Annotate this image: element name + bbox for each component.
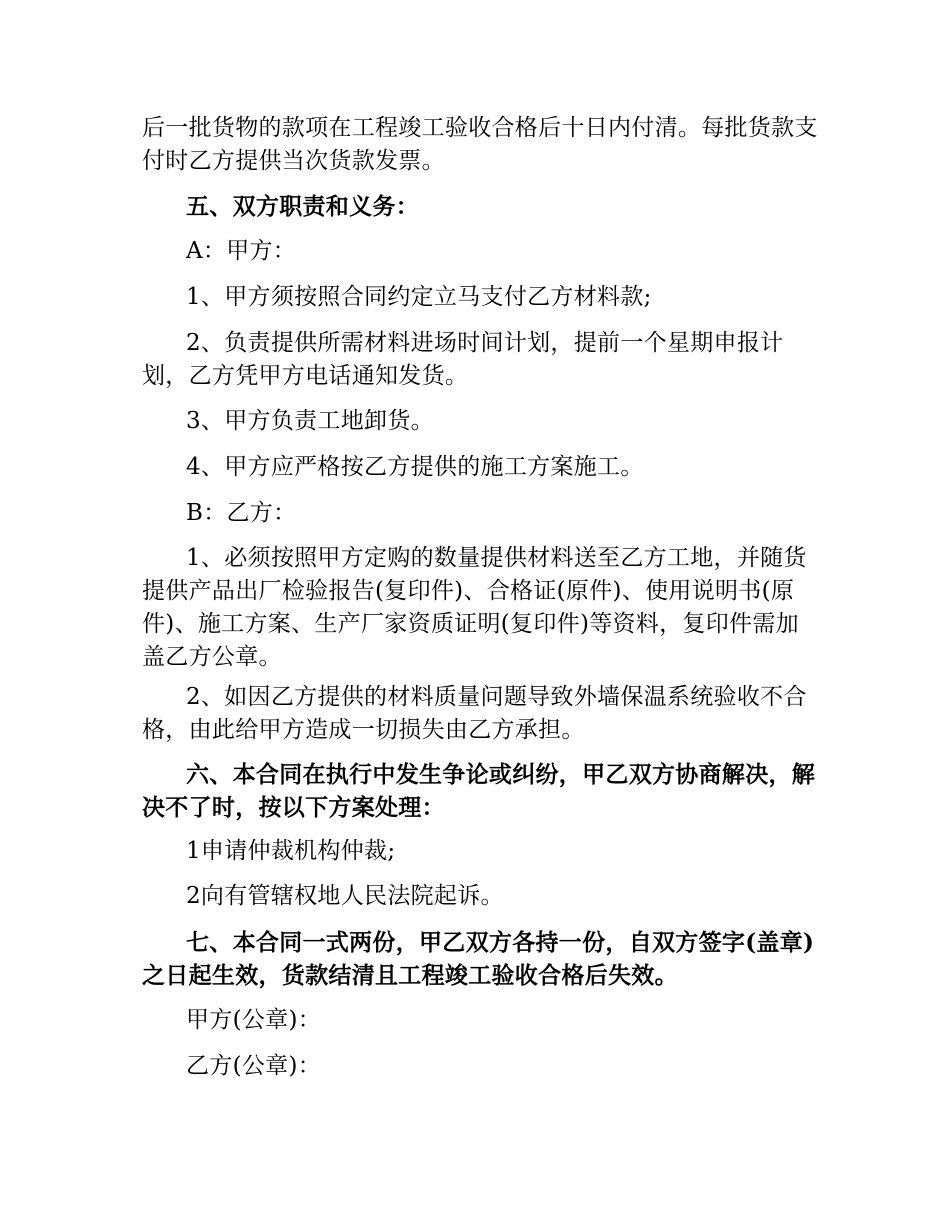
dispute-option-1: 1申请仲裁机构仲裁; [186, 838, 396, 864]
section-heading-6: 六、本合同在执行中发生争论或纠纷，甲乙双方协商解决，解决不了时，按以下方案处理： [142, 761, 816, 821]
party-a-item-1: 1、甲方须按照合同约定立马支付乙方材料款; [186, 284, 652, 310]
dispute-option-2: 2向有管辖权地人民法院起诉。 [186, 883, 504, 909]
section-heading-7: 七、本合同一式两份，甲乙双方各持一份，自双方签字(盖章)之日起生效，货款结清且工程竣工验收合格后失效。 [142, 929, 815, 989]
party-a-label: A：甲方： [186, 238, 297, 264]
party-a-item-2: 2、负责提供所需材料进场时间计划，提前一个星期申报计划，乙方凭甲方电话通知发货。 [142, 330, 784, 389]
party-b-item-1: 1、必须按照甲方定购的数量提供材料送至乙方工地，并随货提供产品出厂检验报告(复印件)、合格证(原件)、使用说明书(原件)、施工方案、生产厂家资质证明(复印件)等资料，复印件需加盖乙方公章。 [142, 545, 807, 670]
paragraph-payment-terms: 后一批货物的款项在工程竣工验收合格后十日内付清。每批货款支付时乙方提供当次货款发票。 [142, 115, 818, 174]
party-b-seal-line: 乙方(公章)： [186, 1053, 322, 1079]
party-b-label: B：乙方： [186, 500, 297, 526]
party-b-item-2: 2、如因乙方提供的材料质量问题导致外墙保温系统验收不合格，由此给甲方造成一切损失由乙方承担。 [142, 684, 807, 743]
section-heading-5: 五、双方职责和义务： [186, 193, 419, 220]
party-a-seal-line: 甲方(公章)： [186, 1007, 322, 1033]
party-a-item-4: 4、甲方应严格按乙方提供的施工方案施工。 [186, 454, 644, 480]
party-a-item-3: 3、甲方负责工地卸货。 [186, 408, 434, 434]
